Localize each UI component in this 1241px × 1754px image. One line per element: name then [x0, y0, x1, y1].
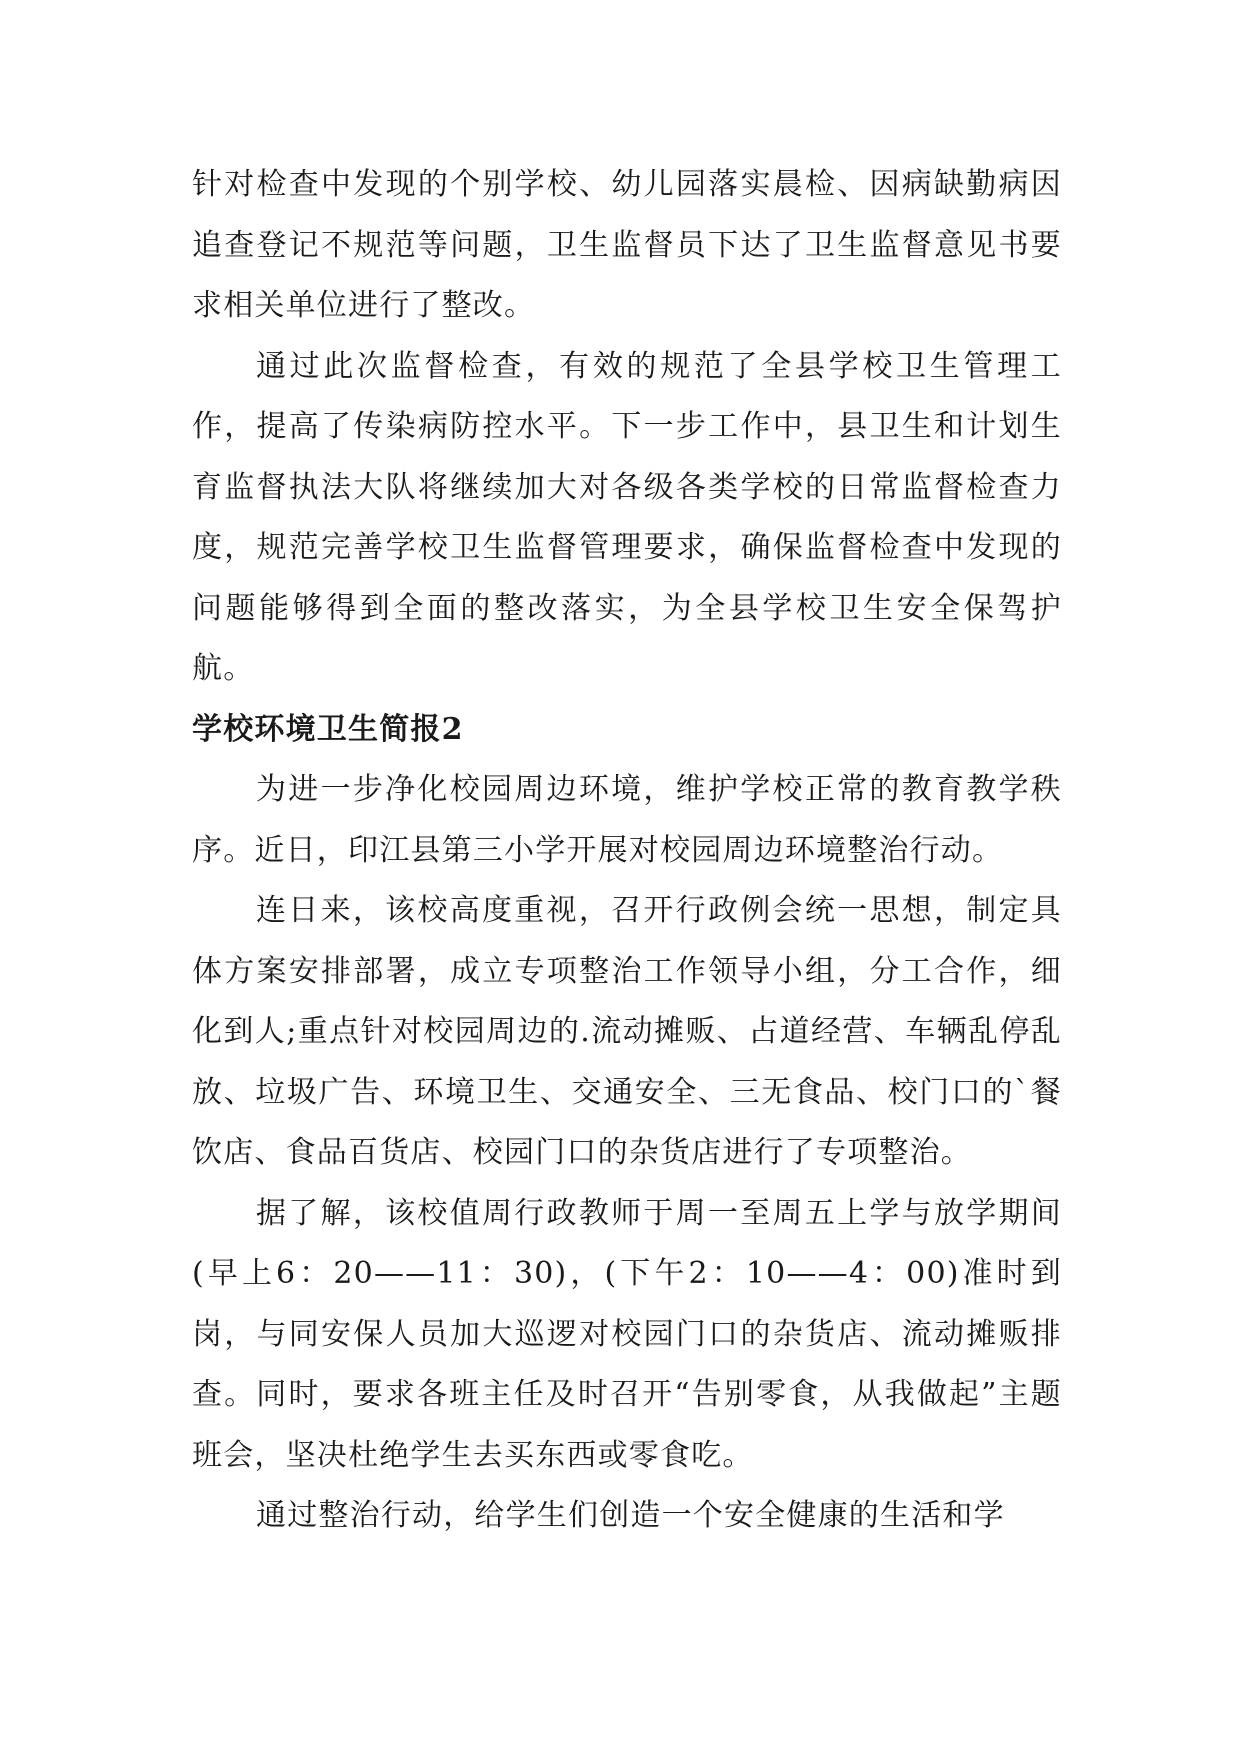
paragraph-campaign-patrol: 据了解，该校值周行政教师于周一至周五上学与放学期间(早上6：20——11：30)，(下午2：10——4：00)准时到岗，与同安保人员加大巡逻对校园门口的杂货店、流动摊贩排查。同时，要求各班主任及时召开“告别零食，从我做起”主题班会，坚决杜绝学生去买东西或零食吃。 — [192, 1195, 1062, 1473]
section-title: 学校环境卫生简报2 — [192, 711, 464, 747]
document-body — [192, 155, 1062, 1547]
paragraph-campaign-measures: 连日来，该校高度重视，召开行政例会统一思想，制定具体方案安排部署，成立专项整治工作领导小组，分工合作，细化到人;重点针对校园周边的.流动摊贩、占道经营、车辆乱停乱放、垃圾广告、环境卫生、交通安全、三无食品、校门口的`餐饮店、食品百货店、校园门口的杂货店进行了专项整治。 — [192, 893, 1062, 1170]
paragraph-inspection-results: 通过此次监督检查，有效的规范了全县学校卫生管理工作，提高了传染病防控水平。下一步工作中，县卫生和计划生育监督执法大队将继续加大对各级各类学校的日常监督检查力度，规范完善学校卫生监督管理要求，确保监督检查中发现的问题能够得到全面的整改落实，为全县学校卫生安全保驾护航。 — [192, 348, 1062, 686]
paragraph-campaign-outcome: 通过整治行动，给学生们创造一个安全健康的生活和学 — [256, 1498, 1005, 1533]
paragraph-campaign-intro: 为进一步净化校园周边环境，维护学校正常的教育教学秩序。近日，印江县第三小学开展对校园周边环境整治行动。 — [192, 772, 1062, 868]
paragraph-inspection-findings: 针对检查中发现的个别学校、幼儿园落实晨检、因病缺勤病因追查登记不规范等问题，卫生监督员下达了卫生监督意见书要求相关单位进行了整改。 — [192, 167, 1062, 323]
